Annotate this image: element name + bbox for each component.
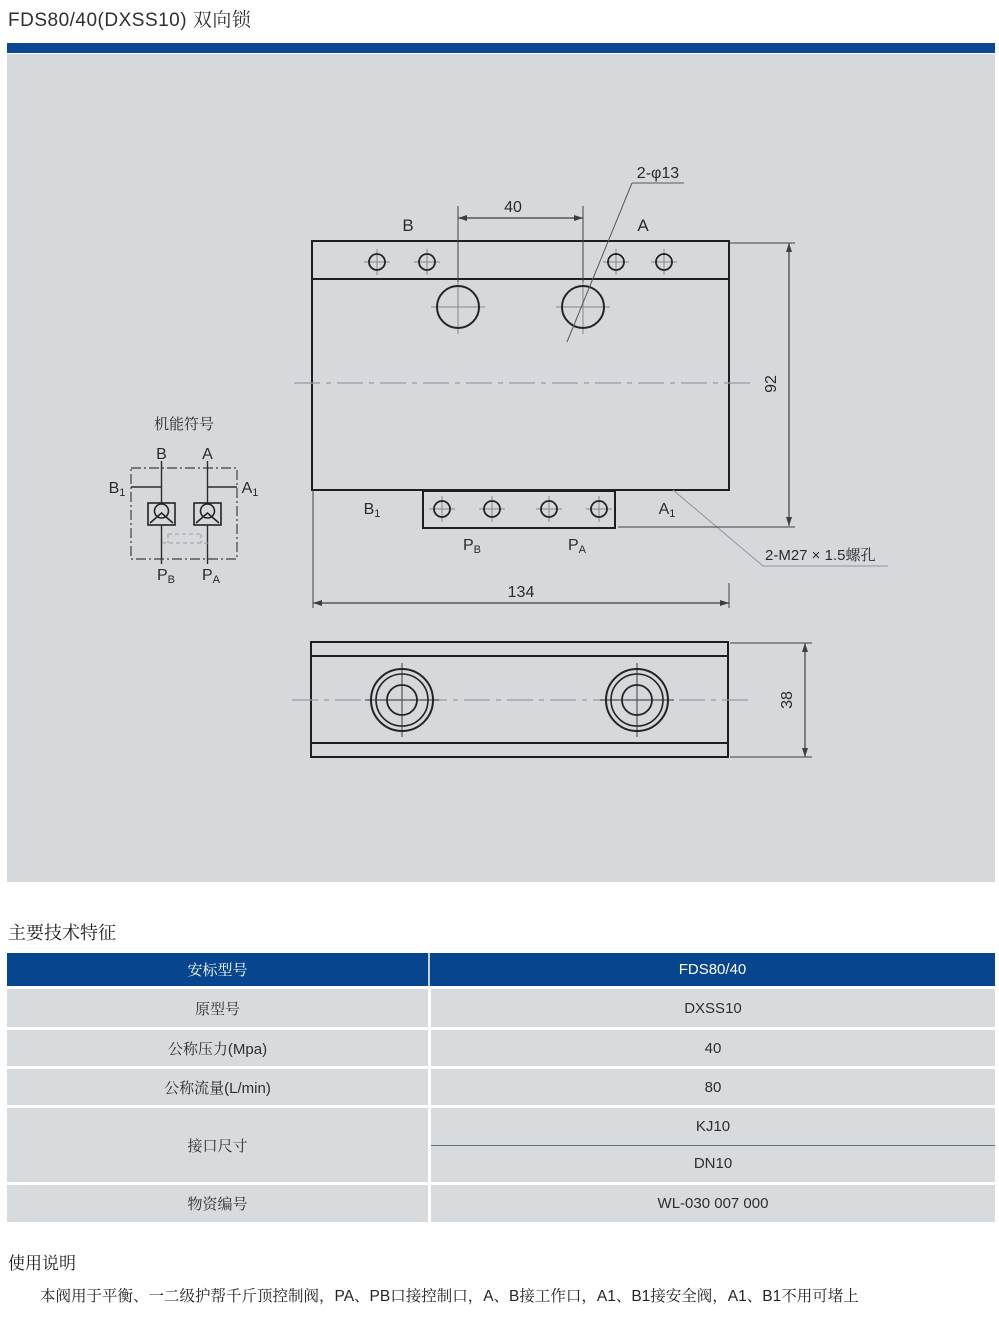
front-label-b: B: [402, 216, 414, 235]
function-symbol-diagram: [109, 416, 259, 586]
bore-circles: [431, 282, 610, 334]
svg-text:2-φ13: 2-φ13: [636, 165, 680, 182]
threaded-port-right: [600, 663, 674, 737]
front-label-b1: B1: [363, 501, 381, 520]
spec-label-cell: 原型号: [7, 989, 428, 1027]
spec-header-label-cell: 安标型号: [7, 953, 430, 986]
dimension-92: [618, 243, 795, 527]
spec-row-nominal-flow: [7, 1069, 995, 1105]
svg-text:92: 92: [763, 375, 780, 393]
front-label-pb: PB: [462, 537, 482, 556]
symbol-port-label-a1: A1: [241, 480, 259, 499]
specs-heading: 主要技术特征: [8, 923, 116, 943]
front-label-a: A: [637, 216, 649, 235]
svg-text:2-M27 × 1.5螺孔: 2-M27 × 1.5螺孔: [765, 547, 876, 564]
bottom-view: [292, 642, 812, 757]
spec-header-value-cell: FDS80/40: [678, 961, 747, 978]
symbol-port-label-a: A: [202, 446, 213, 463]
spec-label-cell: 物资编号: [7, 1185, 428, 1222]
spec-label-cell: 公称流量(L/min): [7, 1069, 428, 1105]
spec-row-nominal-pressure: [7, 1030, 995, 1066]
callout-thread-holes: [673, 490, 888, 566]
spec-value-kj: KJ10: [695, 1117, 731, 1135]
usage-paragraph: 本阀用于平衡、一二级护帮千斤顶控制阀，PA、PB口接控制口，A、B接工作口，A1、B1接安全阀，A1、B1不用可堵上: [40, 1288, 859, 1305]
spec-row-material-code: [7, 1185, 995, 1222]
spec-value-cell: 40: [431, 1030, 995, 1066]
svg-text:38: 38: [779, 691, 796, 709]
spec-table-header-row: [7, 953, 995, 986]
spec-table: [7, 953, 995, 1222]
check-valve-left: [148, 503, 175, 525]
technical-drawing: [7, 53, 995, 882]
usage-heading: 使用说明: [8, 1254, 76, 1273]
spec-value-dn: DN10: [693, 1155, 733, 1173]
spec-value-cell: WL-030 007 000: [431, 1185, 995, 1222]
spec-value-cell-split: [431, 1108, 995, 1182]
page-title: FDS80/40(DXSS10) 双向锁: [8, 10, 252, 31]
svg-text:134: 134: [507, 584, 535, 601]
front-view: [294, 165, 888, 608]
port-strip-holes: [429, 496, 612, 522]
threaded-port-left: [365, 663, 439, 737]
front-label-pa: PA: [567, 537, 587, 556]
svg-text:40: 40: [504, 199, 522, 216]
mount-holes-top: [364, 249, 677, 275]
check-valve-right: [194, 503, 221, 525]
spec-value-cell: DXSS10: [431, 989, 995, 1027]
spec-label-cell: 接口尺寸: [7, 1108, 428, 1182]
front-label-a1: A1: [658, 501, 676, 520]
symbol-port-label-b: B: [156, 446, 167, 463]
function-symbol-title: 机能符号: [153, 416, 215, 433]
drawing-panel: [7, 43, 995, 882]
symbol-port-label-pb: PB: [156, 567, 176, 586]
spec-row-port-size: [7, 1108, 995, 1182]
spec-label-cell: 公称压力(Mpa): [7, 1030, 428, 1066]
spec-value-cell: 80: [431, 1069, 995, 1105]
symbol-port-label-pa: PA: [201, 567, 221, 586]
symbol-port-label-b1: B1: [108, 480, 126, 499]
pilot-lines: [162, 534, 208, 543]
spec-row-original-model: [7, 989, 995, 1027]
